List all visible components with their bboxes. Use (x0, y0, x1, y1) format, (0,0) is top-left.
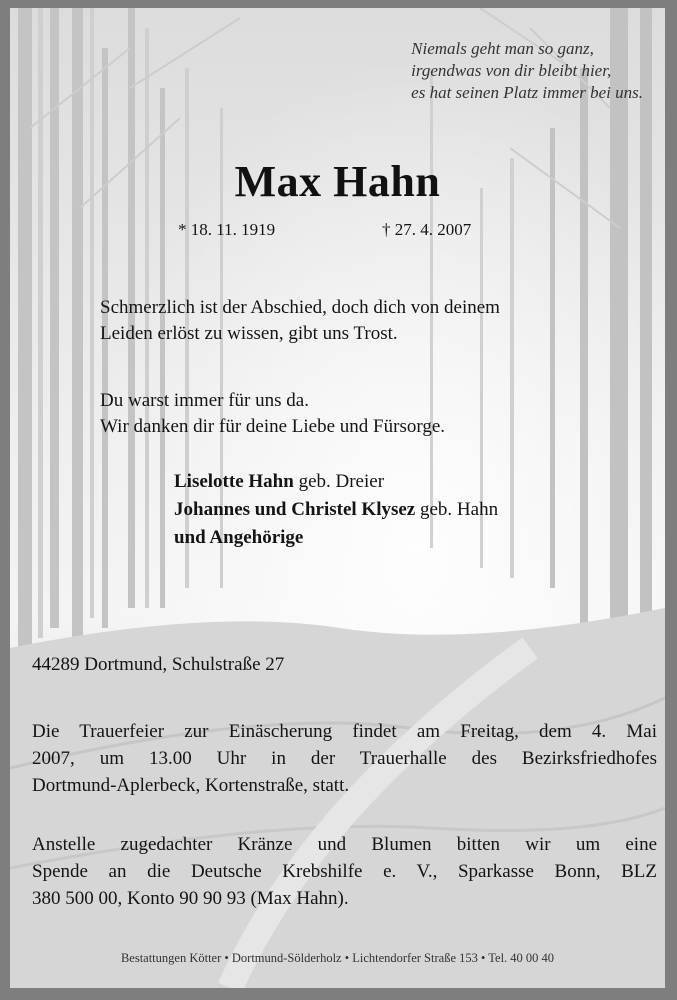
mourner-name: Johannes und Christel Klysez (174, 499, 416, 520)
mourner-note: geb. Dreier (293, 471, 385, 492)
obituary-content (10, 8, 665, 988)
donation-notice (32, 831, 657, 912)
funeral-home-footer: Bestattungen Kötter • Dortmund-Sölderholz • Lichtendorfer Straße 153 • Tel. 40 00 40 (120, 951, 555, 965)
motto-line: irgendwas von dir bleibt hier, (411, 61, 612, 80)
mourner-name: Liselotte Hahn (174, 471, 294, 492)
mourner-2 (174, 499, 498, 521)
message-paragraph-2 (100, 388, 445, 440)
donation-line: Spende an die Deutsche Krebshilfe e. V., Sparkasse Bonn, BLZ (32, 861, 657, 882)
message-line: Wir danken dir für deine Liebe und Fürsorge. (100, 416, 446, 437)
ceremony-line: Dortmund-Aplerbeck, Kortenstraße, statt. (32, 775, 350, 796)
obituary-card (10, 8, 665, 988)
motto-line: Niemals geht man so ganz, (411, 39, 594, 58)
mourner-name: und Angehörige (174, 527, 304, 548)
mourner-note: geb. Hahn (415, 499, 499, 520)
birth-date: * 18. 11. 1919 (178, 220, 276, 239)
donation-line: Anstelle zugedachter Kränze und Blumen bitten wir um eine (32, 834, 657, 855)
mourner-3 (174, 527, 303, 549)
death-date: † 27. 4. 2007 (382, 220, 472, 239)
donation-line: 380 500 00, Konto 90 90 93 (Max Hahn). (32, 888, 349, 909)
message-line: Du warst immer für uns da. (100, 390, 309, 411)
ceremony-line: 2007, um 13.00 Uhr in der Trauerhalle des Bezirksfriedhofes (32, 748, 657, 769)
ceremony-line: Die Trauerfeier zur Einäscherung findet am Freitag, dem 4. Mai (32, 721, 657, 742)
mourner-1 (174, 471, 384, 493)
message-paragraph-1 (100, 295, 500, 347)
motto-line: es hat seinen Platz immer bei uns. (411, 83, 643, 102)
message-line: Schmerzlich ist der Abschied, doch dich von deinem (100, 297, 500, 318)
family-address: 44289 Dortmund, Schulstraße 27 (32, 654, 285, 675)
ceremony-notice (32, 718, 657, 799)
deceased-name: Max Hahn (234, 157, 441, 206)
message-line: Leiden erlöst zu wissen, gibt uns Trost. (100, 323, 398, 344)
motto-verse (411, 38, 643, 104)
